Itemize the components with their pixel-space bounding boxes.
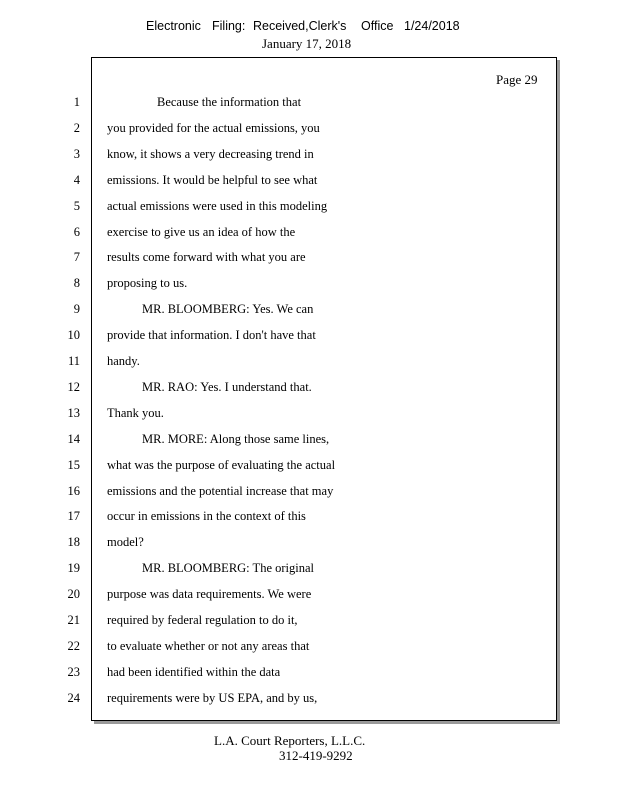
line-number: 20 [67, 587, 80, 602]
footer-reporter: L.A. Court Reporters, L.L.C. [214, 733, 366, 748]
line-number: 4 [73, 172, 80, 187]
page-number: Page 29 [496, 72, 538, 87]
line-text: MR. BLOOMBERG: Yes. We can [142, 302, 314, 317]
transcript-line [0, 637, 618, 655]
transcript-line [0, 533, 618, 551]
line-text: exercise to give us an idea of how the [107, 224, 296, 239]
line-text: provide that information. I don't have that [107, 328, 316, 343]
transcript-line [0, 326, 618, 344]
transcript-line [0, 507, 618, 525]
line-text: requirements were by US EPA, and by us, [107, 690, 318, 705]
transcript-line [0, 482, 618, 500]
transcript-line [0, 404, 618, 422]
transcript-line [0, 300, 618, 318]
transcript-line [0, 248, 618, 266]
line-text: required by federal regulation to do it, [107, 613, 298, 627]
footer-phone: 312-419-9292 [279, 748, 353, 763]
line-number: 16 [67, 483, 80, 498]
header-electronic: Electronic [146, 19, 201, 33]
line-text: Because the information that [157, 95, 302, 109]
line-number: 10 [67, 328, 80, 343]
line-number: 7 [73, 250, 80, 265]
line-number: 6 [73, 224, 80, 239]
transcript-line [0, 689, 618, 707]
transcript-line [0, 663, 618, 681]
transcript-line [0, 93, 618, 111]
transcript-line [0, 119, 618, 137]
line-number: 21 [67, 613, 80, 627]
transcript-line [0, 223, 618, 241]
line-number: 11 [67, 354, 80, 368]
line-text: MR. RAO: Yes. I understand that. [142, 379, 312, 394]
line-text: Thank you. [107, 405, 164, 420]
line-number: 19 [67, 561, 80, 576]
line-text: model? [107, 535, 144, 550]
transcript-line [0, 430, 618, 448]
line-number: 17 [67, 509, 80, 524]
line-number: 24 [67, 690, 80, 705]
line-number: 9 [73, 302, 80, 317]
transcript-line [0, 378, 618, 396]
line-number: 12 [67, 379, 80, 394]
line-text: MR. MORE: Along those same lines, [142, 431, 330, 446]
line-number: 23 [67, 664, 80, 679]
line-text: had been identified within the data [107, 664, 281, 679]
line-number: 14 [67, 431, 80, 446]
line-text: you provided for the actual emissions, you [107, 120, 320, 135]
line-number: 5 [73, 198, 80, 213]
line-text: actual emissions were used in this modeling [107, 198, 328, 213]
line-text: know, it shows a very decreasing trend in [107, 146, 314, 161]
transcript-line [0, 585, 618, 603]
transcript-line [0, 171, 618, 189]
header-filing: Filing: [212, 19, 246, 33]
line-text: results come forward with what you are [107, 250, 306, 265]
line-number: 18 [67, 535, 80, 550]
transcript-line [0, 456, 618, 474]
line-text: occur in emissions in the context of this [107, 509, 306, 524]
line-text: what was the purpose of evaluating the actual [107, 457, 336, 472]
line-text: handy. [107, 354, 140, 368]
header-office: Office [361, 19, 394, 33]
header-date: 1/24/2018 [404, 19, 460, 33]
transcript-line [0, 559, 618, 577]
line-text: MR. BLOOMBERG: The original [142, 561, 314, 576]
header-received: Received,Clerk's [253, 19, 347, 33]
transcript-line [0, 197, 618, 215]
transcript-date: January 17, 2018 [262, 36, 352, 51]
line-number: 13 [67, 405, 80, 420]
line-text: proposing to us. [107, 276, 188, 291]
line-number: 22 [67, 638, 80, 653]
line-text: emissions. It would be helpful to see what [107, 172, 318, 187]
line-text: emissions and the potential increase that may [107, 483, 334, 498]
line-number: 3 [73, 146, 80, 161]
transcript-line [0, 611, 618, 629]
line-number: 15 [67, 457, 80, 472]
line-text: purpose was data requirements. We were [107, 587, 312, 602]
line-text: to evaluate whether or not any areas that [107, 638, 310, 653]
transcript-line [0, 145, 618, 163]
transcript-line [0, 352, 618, 370]
line-number: 8 [73, 276, 80, 291]
line-number: 1 [73, 95, 80, 109]
line-number: 2 [73, 120, 80, 135]
transcript-line [0, 274, 618, 292]
